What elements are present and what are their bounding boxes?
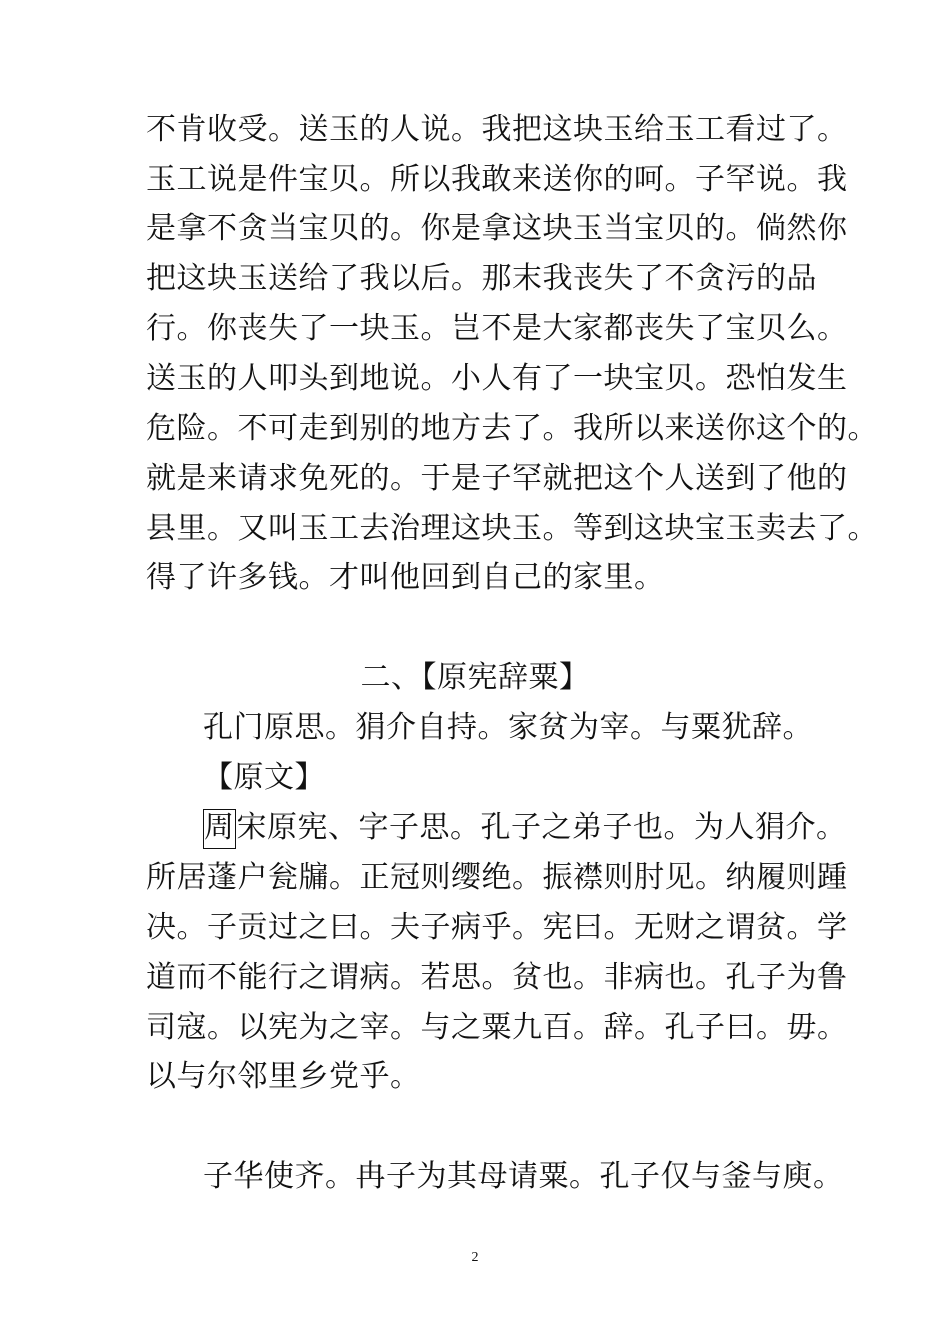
section-title: 二、【原宪辞粟】: [360, 660, 590, 695]
text-line: 得了许多钱。才叫他回到自己的家里。: [146, 560, 665, 595]
text-line: 送玉的人叩头到地说。小人有了一块宝贝。恐怕发生: [146, 361, 848, 396]
text-line: 子华使齐。冉子为其母请粟。孔子仅与釜与庾。: [203, 1159, 844, 1194]
text-line: 以与尔邻里乡党乎。: [146, 1059, 421, 1094]
original-first-rest: 宋原宪、字子思。孔子之弟子也。为人狷介。: [236, 810, 847, 845]
original-first-line: [203, 808, 883, 849]
page-number: 2: [471, 1250, 479, 1265]
text-line: 县里。又叫玉工去治理这块玉。等到这块宝玉卖去了。: [146, 511, 878, 546]
original-heading: 【原文】: [203, 760, 325, 795]
text-line: 玉工说是件宝贝。所以我敢来送你的呵。子罕说。我: [146, 162, 848, 197]
text-line: 把这块玉送给了我以后。那末我丧失了不贪污的品: [146, 261, 817, 296]
text-line: 道而不能行之谓病。若思。贫也。非病也。孔子为鲁: [146, 960, 848, 995]
boxed-character: 周: [203, 809, 236, 849]
text-line: 危险。不可走到别的地方去了。我所以来送你这个的。: [146, 411, 878, 446]
text-line: 就是来请求免死的。于是子罕就把这个人送到了他的: [146, 461, 848, 496]
text-line: 司寇。以宪为之宰。与之粟九百。辞。孔子曰。毋。: [146, 1010, 848, 1045]
text-line: 是拿不贪当宝贝的。你是拿这块玉当宝贝的。倘然你: [146, 211, 848, 246]
summary-line: 孔门原思。狷介自持。家贫为宰。与粟犹辞。: [203, 710, 813, 745]
text-line: 不肯收受。送玉的人说。我把这块玉给玉工看过了。: [146, 112, 848, 147]
text-line: 决。子贡过之曰。夫子病乎。宪曰。无财之谓贫。学: [146, 910, 848, 945]
text-line: 所居蓬户瓮牖。正冠则缨绝。振襟则肘见。纳履则踵: [146, 860, 848, 895]
text-line: 行。你丧失了一块玉。岂不是大家都丧失了宝贝么。: [146, 311, 848, 346]
